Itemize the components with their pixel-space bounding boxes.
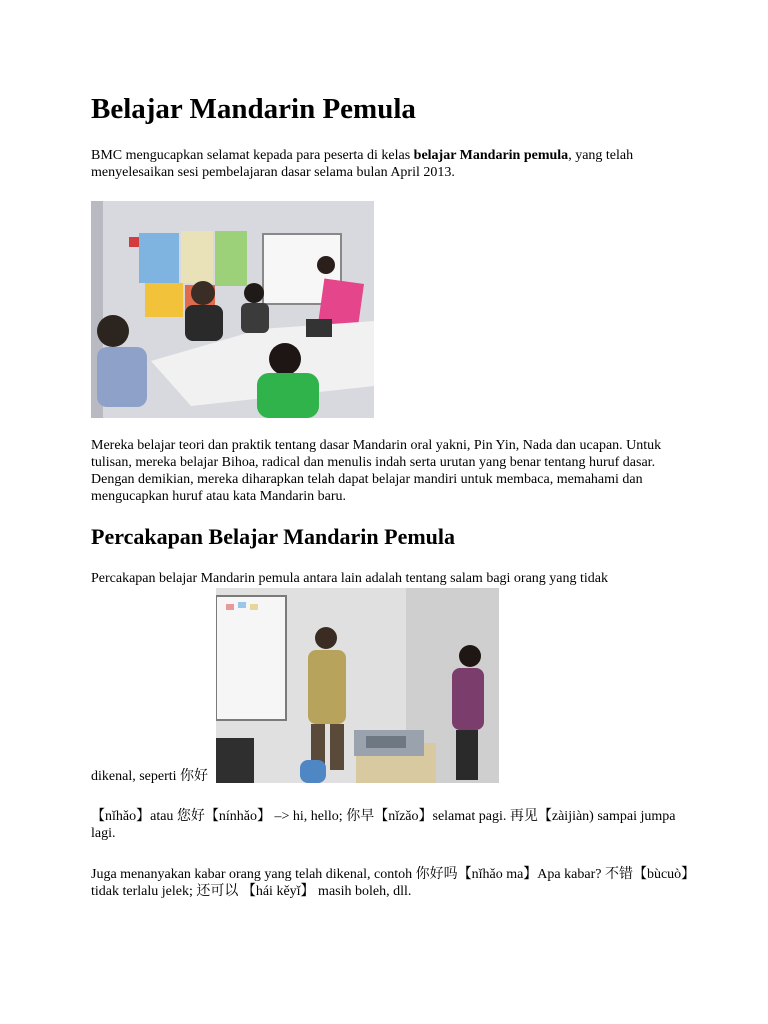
intro-text-end: , yang telah menyelesaikan sesi pembelajaran dasar selama bulan April 2013. [91,148,634,180]
conversation-photo [216,588,499,783]
intro-text-start: BMC mengucapkan selamat kepada para peserta di kelas [91,148,414,163]
description-paragraph: Mereka belajar teori dan praktik tentang dasar Mandarin oral yakni, Pin Yin, Nada dan ucapan. Untuk tulisan, mereka belajar Bihoa, radical dan menulis indah serta urutan yang benar tentang huruf dasar. Dengan demikian, mereka diharapkan telah dapat belajar mandiri untuk membaca, memahami dan mengucapkan huruf atau kata Mandarin baru. [91,438,662,504]
intro-bold-phrase: belajar Mandarin pemula [413,148,569,163]
conversation-intro-paragraph: Percakapan belajar Mandarin pemula antara lain adalah tentang salam bagi orang yang tidak [91,571,609,586]
class-photo [91,201,374,418]
intro-paragraph [91,147,691,181]
greeting-vocabulary-paragraph: 【nǐhǎo】atau 您好【nínhǎo】 –> hi, hello; 你早【nǐzǎo】selamat pagi. 再见【zàijiàn) sampai jumpa lagi. [91,809,676,841]
greeting-example-line: dikenal, seperti 你好 [91,769,209,784]
section-heading: Percakapan Belajar Mandarin Pemula [91,524,456,549]
page-title: Belajar Mandarin Pemula [91,93,416,125]
asking-news-paragraph: Juga menanyakan kabar orang yang telah dikenal, contoh 你好吗【nǐhǎo ma】Apa kabar? 不错【bùcuò】tidak terlalu jelek; 还可以 【hái kěyǐ】 masih boleh, dll. [91,867,689,899]
